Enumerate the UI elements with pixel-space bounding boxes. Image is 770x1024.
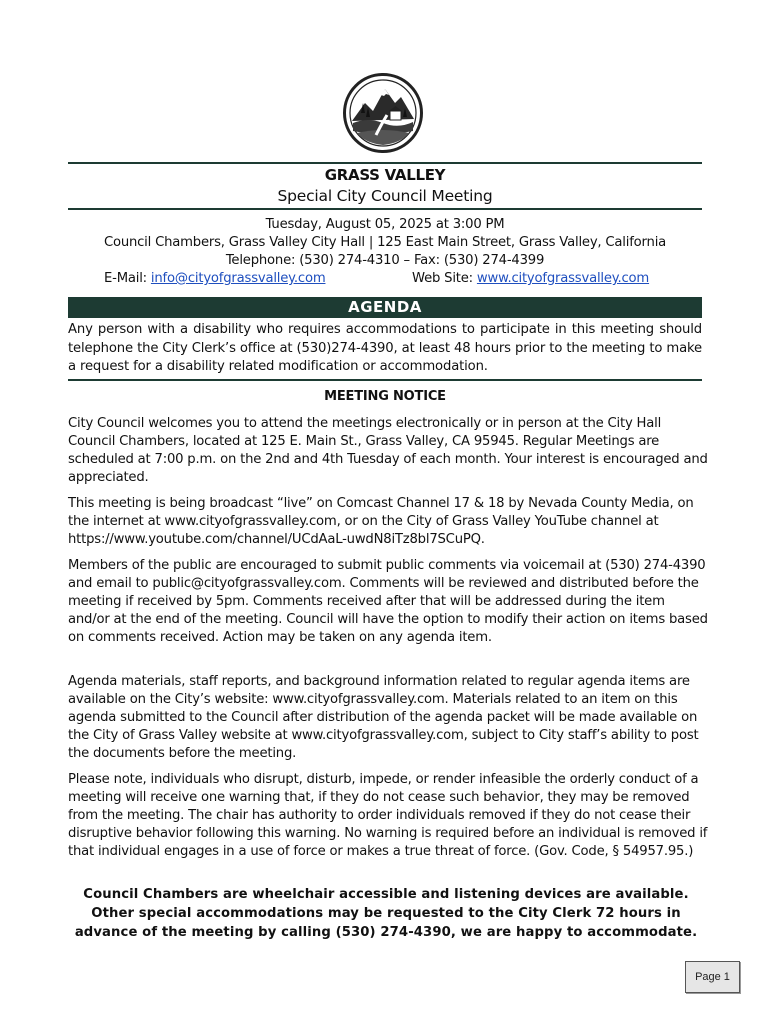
website-row <box>412 271 649 286</box>
disability-notice: Any person with a disability who requires accommodations to participate in this meeting should telephone the City Clerk’s office at (530)274-4390, at least 48 hours prior to the meeting to make a request for a disability related modification or accommodation. <box>68 322 702 374</box>
email-row <box>104 271 325 286</box>
notice-paragraph-broadcast: This meeting is being broadcast “live” on Comcast Channel 17 & 18 by Nevada County Media, on the internet at www.cityofgrassvalley.com, or on the City of Grass Valley YouTube channel at https://www.youtube.com/channel/UCdAaL-uwdN8iTz8bl7SCuPQ. <box>68 496 694 547</box>
email-link[interactable]: info@cityofgrassvalley.com <box>150 271 326 286</box>
notice-paragraph-conduct: Please note, individuals who disrupt, disturb, impede, or render infeasible the orderly conduct of a meeting will receive one warning that, if they do not cease such behavior, they may be removed from the meeting. The chair has authority to order individuals removed if they do not cease their disruptive behavior following this warning. No warning is required before an individual is removed if that individual engages in a use of force or makes a true threat of force. (Gov. Code, § 54957.95.) <box>68 772 708 859</box>
meeting-title: Special City Council Meeting <box>277 187 493 205</box>
contact-phone: Telephone: (530) 274-4310 – Fax: (530) 274-4399 <box>225 253 545 268</box>
header-bottom-rule <box>68 208 702 210</box>
agenda-heading: AGENDA <box>68 297 702 318</box>
notice-divider <box>68 379 702 381</box>
meeting-notice-heading: MEETING NOTICE <box>324 389 446 404</box>
accessibility-note: Council Chambers are wheelchair accessible and listening devices are available. Other special accommodations may be requested to the City Clerk 72 hours in advance of the meeting by calling (530) 274-4390, we are happy to accommodate. <box>74 887 698 940</box>
org-name: GRASS VALLEY <box>324 166 446 184</box>
meeting-location: Council Chambers, Grass Valley City Hall | 125 East Main Street, Grass Valley, California <box>103 235 667 250</box>
website-label: Web Site: <box>412 271 477 286</box>
email-label: E-Mail: <box>104 271 151 286</box>
header-top-rule <box>68 162 702 164</box>
page-number-box: Page 1 <box>685 961 740 993</box>
city-seal-logo <box>343 73 423 153</box>
notice-paragraph-agenda-materials: Agenda materials, staff reports, and background information related to regular agenda items are available on the City’s website: www.cityofgrassvalley.com. Materials related to an item on this agenda submitted to the Council after distribution of the agenda packet will be made available on the City of Grass Valley website at www.cityofgrassvalley.com, subject to City staff’s ability to post the documents before the meeting. <box>68 674 699 761</box>
meeting-date: Tuesday, August 05, 2025 at 3:00 PM <box>265 217 505 232</box>
notice-paragraph-attendance: City Council welcomes you to attend the meetings electronically or in person at the City Hall Council Chambers, located at 125 E. Main St., Grass Valley, CA 95945. Regular Meetings are scheduled at 7:00 p.m. on the 2nd and 4th Tuesday of each month. Your interest is encouraged and appreciated. <box>68 416 708 485</box>
website-link[interactable]: www.cityofgrassvalley.com <box>476 271 650 286</box>
notice-paragraph-public-comments: Members of the public are encouraged to submit public comments via voicemail at (530) 274-4390 and email to public@cityofgrassvalley.com. Comments will be reviewed and distributed before the meeting if received by 5pm. Comments received after that will be addressed during the item and/or at the end of the meeting. Council will have the option to modify their action on items based on comments received. Action may be taken on any agenda item. <box>68 558 708 645</box>
